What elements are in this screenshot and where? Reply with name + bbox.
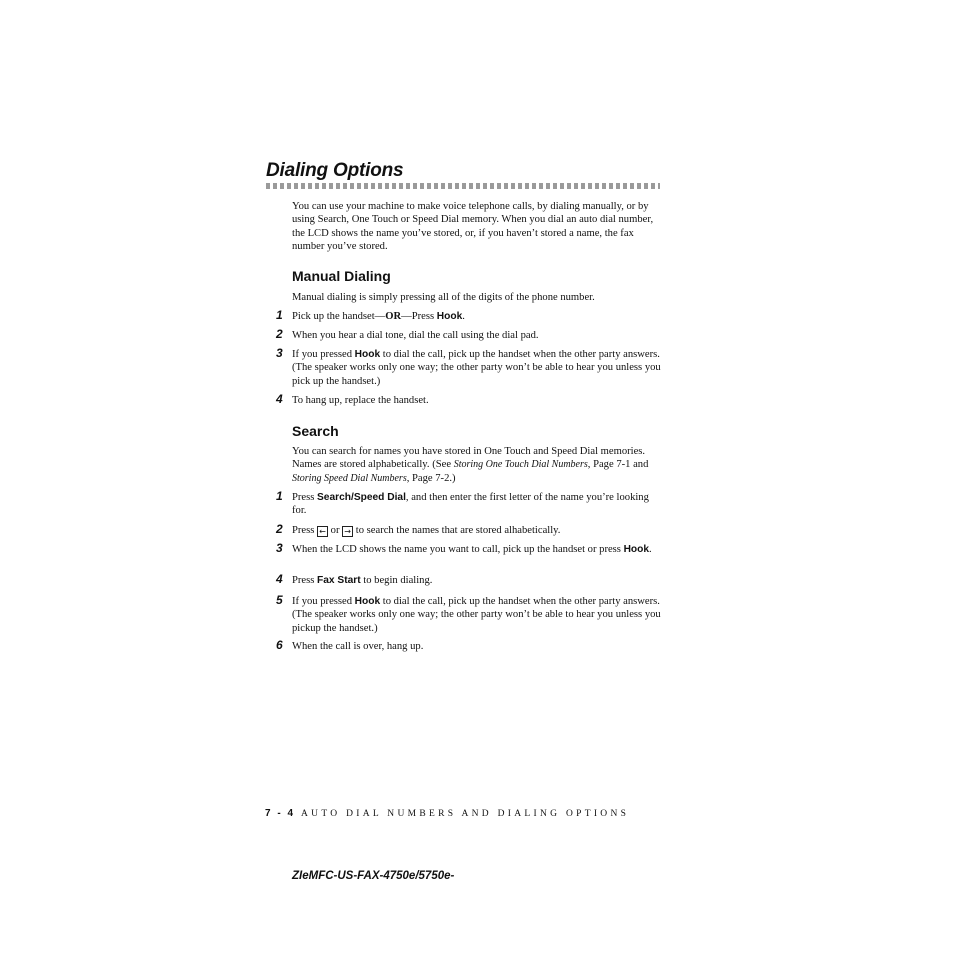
step-text: , and then enter the first letter of the name you’re looking for. bbox=[292, 492, 649, 517]
manual-step-3 bbox=[292, 348, 664, 388]
step-number: 3 bbox=[276, 541, 283, 555]
step-text: If you pressed bbox=[292, 596, 355, 607]
chapter-title: AUTO DIAL NUMBERS AND DIALING OPTIONS bbox=[301, 809, 630, 819]
step-text: Press bbox=[292, 575, 318, 586]
manual-dialing-heading: Manual Dialing bbox=[292, 268, 391, 284]
section-title: Dialing Options bbox=[266, 160, 404, 181]
fax-start-key-label: Fax Start bbox=[317, 575, 361, 586]
step-number: 1 bbox=[276, 489, 283, 503]
desc-text: , Page 7-2.) bbox=[406, 472, 456, 484]
step-text: If you pressed bbox=[292, 349, 355, 360]
search-step-1 bbox=[292, 491, 664, 518]
step-number: 2 bbox=[276, 522, 283, 536]
step-number: 1 bbox=[276, 308, 283, 322]
manual-dialing-description: Manual dialing is simply pressing all of the digits of the phone number. bbox=[292, 292, 595, 303]
desc-text: , Page 7-1 and bbox=[587, 459, 649, 471]
hook-key-label: Hook bbox=[436, 311, 463, 322]
left-arrow-key-icon: ← bbox=[317, 526, 328, 537]
step-text: Press bbox=[292, 492, 318, 503]
hook-key-label: Hook bbox=[354, 596, 381, 607]
step-text: or bbox=[328, 525, 343, 536]
or-emphasis: OR bbox=[385, 311, 402, 322]
search-step-4 bbox=[292, 574, 664, 587]
search-speed-dial-key-label: Search/Speed Dial bbox=[317, 492, 406, 503]
step-number: 3 bbox=[276, 346, 283, 360]
search-step-5 bbox=[292, 595, 664, 635]
search-heading: Search bbox=[292, 423, 339, 439]
hook-key-label: Hook bbox=[354, 349, 381, 360]
step-text: . bbox=[649, 544, 652, 555]
step-number: 6 bbox=[276, 638, 283, 652]
step-number: 2 bbox=[276, 327, 283, 341]
step-text: —Press bbox=[401, 311, 437, 322]
search-description bbox=[292, 445, 664, 485]
step-number: 5 bbox=[276, 593, 283, 607]
page-number: 7 - 4 bbox=[265, 808, 296, 819]
step-text: Pick up the handset— bbox=[292, 311, 386, 322]
search-step-2 bbox=[292, 524, 664, 537]
manual-step-4: To hang up, replace the handset. bbox=[292, 395, 429, 406]
search-step-6: When the call is over, hang up. bbox=[292, 641, 424, 652]
step-text: to dial the call, pick up the handset when the other party answers. (The speaker works only one way; the other party won’t be able to hear you unless you pick up the handset.) bbox=[292, 349, 661, 387]
step-number: 4 bbox=[276, 392, 283, 406]
document-id: ZIeMFC-US-FAX-4750e/5750e- bbox=[292, 870, 455, 882]
step-number: 4 bbox=[276, 572, 283, 586]
step-text: to begin dialing. bbox=[360, 575, 433, 586]
step-text: to dial the call, pick up the handset when the other party answers. (The speaker works only one way; the other party won’t be able to hear you unless you pickup the handset.) bbox=[292, 596, 661, 634]
cross-reference: Storing One Touch Dial Numbers bbox=[453, 459, 588, 471]
manual-step-1 bbox=[292, 310, 664, 323]
step-text: . bbox=[462, 311, 465, 322]
dotted-rule bbox=[266, 183, 660, 189]
step-text: When the LCD shows the name you want to call, pick up the handset or press bbox=[292, 544, 624, 555]
step-text: to search the names that are stored alhabetically. bbox=[353, 525, 561, 536]
search-step-3 bbox=[292, 543, 664, 556]
manual-step-2: When you hear a dial tone, dial the call using the dial pad. bbox=[292, 330, 539, 341]
right-arrow-key-icon: → bbox=[342, 526, 353, 537]
cross-reference: Storing Speed Dial Numbers bbox=[292, 472, 407, 484]
intro-paragraph: You can use your machine to make voice telephone calls, by dialing manually, or by using Search, One Touch or Speed Dial memory. When you dial an auto dial number, the LCD shows the name you’ve stored, or, if you haven’t stored a name, the fax number you’ve stored. bbox=[292, 201, 654, 252]
hook-key-label: Hook bbox=[623, 544, 650, 555]
desc-text: You can search for names you have stored in One Touch and Speed Dial memories. Names are stored alphabetically. (See bbox=[292, 446, 646, 471]
step-text: Press bbox=[292, 525, 318, 536]
